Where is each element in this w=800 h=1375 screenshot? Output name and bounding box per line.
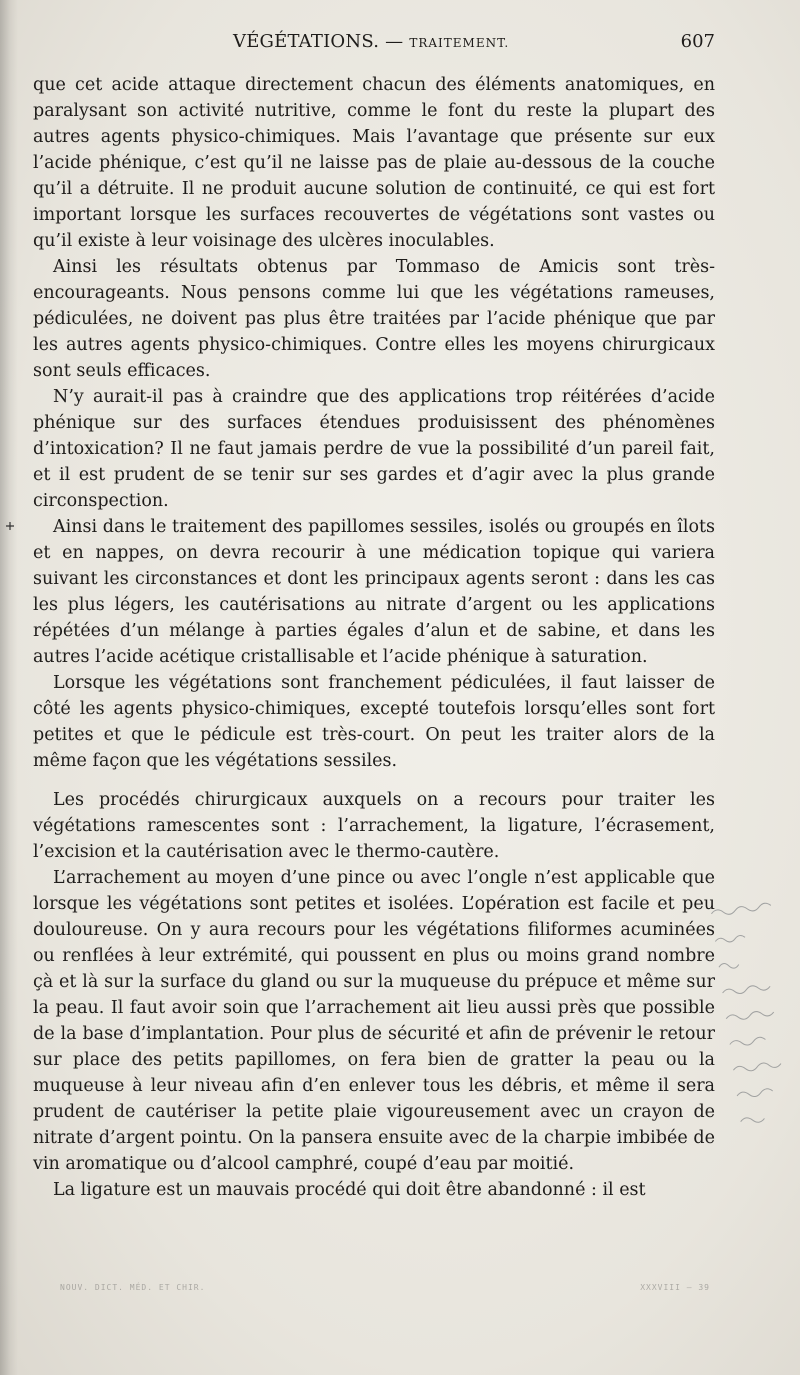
paragraph-intoxication: N’y aurait-il pas à craindre que des applications trop réitérées d’acide phénique sur des surfaces étendues produisissent des phénomènes d’intoxication? Il ne faut jamais perdre de vue la possibilité d’un pareil fait, et il est prudent de se tenir sur ses gardes et d’agir avec la plus grande circonspection. [33,387,715,511]
bleed-through-right: XXXVIII — 39 [640,1283,710,1292]
paragraph-arrachement: L’arrachement au moyen d’une pince ou avec l’ongle n’est applicable que lorsque les végétations sont petites et isolées. L’opération est facile et peu douloureuse. On y aura recours pour les végétations filiformes acuminées ou renflées à leur extrémité, qui poussent en plus ou moins grand nombre çà et là sur la surface du gland ou sur la muqueuse du prépuce et même sur la peau. Il faut avoir soin que l’arrachement ait lieu aussi près que possible de la base d’implantation. Pour plus de sécurité et afin de prévenir le retour sur place des petits papillomes, on fera bien de gratter la peau ou la muqueuse à leur niveau afin d’en enlever tous les débris, et même il sera prudent de cautériser la petite plaie vigoureusement avec un crayon de nitrate d’argent pointu. On la pansera ensuite avec de la charpie imbibée de vin aromatique ou d’alcool camphré, coupé d’eau par moitié. [33,868,715,1174]
handwritten-margin-note [706,896,800,1134]
printer-mark-icon [4,520,16,532]
page-header [33,31,715,61]
paragraph-surgical-procedures: Les procédés chirurgicaux auxquels on a recours pour traiter les végétations ramescentes sont : l’arrachement, la ligature, l’écrasement, l’excision et la cautérisation avec le thermo-cautère. [33,790,715,862]
running-title [233,31,509,52]
bleed-through-footer [60,1283,710,1299]
paragraph-sessile-papillomas: Ainsi dans le traitement des papillomes sessiles, isolés ou groupés en îlots et en nappes, on devra recourir à une médication topique qui variera suivant les circonstances et dont les principaux agents seront : dans les cas les plus légers, les cautérisations au nitrate d’argent ou les applications répétées d’un mélange à parties égales d’alun et de sabine, et dans les autres l’acide acétique cristallisable et l’acide phénique à saturation. [33,517,715,667]
paragraph-amicis-results: Ainsi les résultats obtenus par Tommaso de Amicis sont très-encourageants. Nous pensons comme lui que les végétations rameuses, pédiculées, ne doivent pas plus être traitées par l’acide phénique que par les autres agents physico-chimiques. Contre elles les moyens chirurgicaux sont seuls efficaces. [33,257,715,381]
paragraph-ligature: La ligature est un mauvais procédé qui doit être abandonné : il est [53,1180,646,1200]
running-title-main: VÉGÉTATIONS. [233,31,380,52]
paragraph-continuation: que cet acide attaque directement chacun des éléments anatomiques, en paralysant son activité nutritive, comme le font du reste la plupart des autres agents physico-chimiques. Mais l’avantage que présente sur eux l’acide phénique, c’est qu’il ne laisse pas de plaie au-dessous de la couche qu’il a détruite. Il ne produit aucune solution de continuité, ce qui est fort important lorsque les surfaces recouvertes de végétations sont vastes ou qu’il existe à leur voisinage des ulcères inoculables. [33,75,715,251]
page-number: 607 [680,31,715,52]
page-body [33,72,715,1203]
running-title-separator: — [385,31,404,52]
bleed-through-left: NOUV. DICT. MÉD. ET CHIR. [60,1283,206,1292]
paragraph-pediculate-vegetations: Lorsque les végétations sont franchement pédiculées, il faut laisser de côté les agents physico-chimiques, excepté toutefois lorsqu’elles sont fort petites et que le pédicule est très-court. On peut les traiter alors de la même façon que les végétations sessiles. [33,673,715,771]
running-title-sub: TRAITEMENT. [409,36,510,50]
